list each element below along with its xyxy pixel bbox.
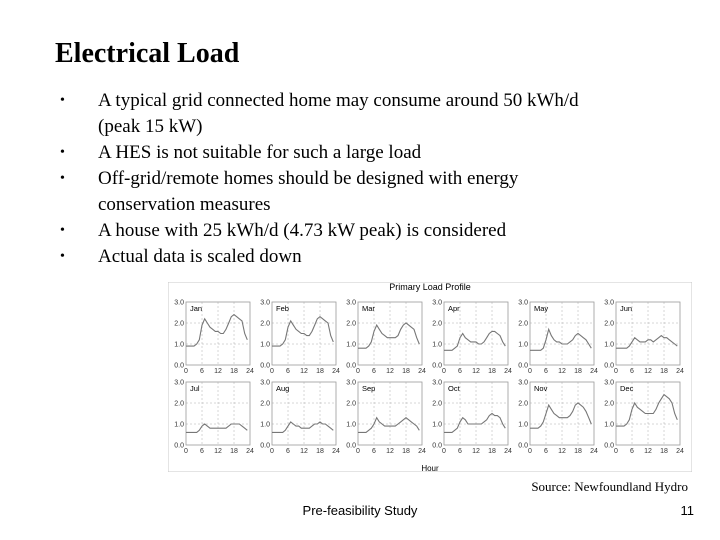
y-tick-label: 3.0 xyxy=(432,379,442,387)
x-tick-label: 0 xyxy=(442,448,446,455)
x-tick-label: 0 xyxy=(614,448,618,455)
y-tick-label: 2.0 xyxy=(604,320,614,328)
x-tick-label: 6 xyxy=(200,448,204,455)
bullet-text: A HES is not suitable for such a large load xyxy=(98,142,422,163)
y-tick-label: 1.0 xyxy=(432,421,442,429)
y-tick-label: 2.0 xyxy=(432,320,442,328)
bullet-item xyxy=(60,218,600,244)
x-tick-label: 18 xyxy=(230,368,238,375)
y-tick-label: 2.0 xyxy=(174,320,184,328)
y-tick-label: 3.0 xyxy=(346,379,356,387)
x-tick-label: 6 xyxy=(458,448,462,455)
x-tick-label: 0 xyxy=(614,368,618,375)
bullet-text: Off-grid/remote homes should be designed with energy conservation measures xyxy=(98,168,519,215)
y-tick-label: 0.0 xyxy=(260,362,270,370)
panel-label: Oct xyxy=(448,384,460,393)
x-tick-label: 12 xyxy=(214,448,222,455)
panel-label: Aug xyxy=(276,384,290,393)
x-tick-label: 18 xyxy=(316,448,324,455)
x-tick-label: 18 xyxy=(660,368,668,375)
panel-label: Nov xyxy=(534,384,548,393)
y-tick-label: 3.0 xyxy=(604,299,614,307)
bullet-list xyxy=(60,88,600,270)
y-tick-label: 0.0 xyxy=(174,442,184,450)
y-tick-label: 3.0 xyxy=(174,379,184,387)
x-tick-label: 18 xyxy=(488,448,496,455)
y-tick-label: 0.0 xyxy=(518,442,528,450)
x-tick-label: 6 xyxy=(544,448,548,455)
x-tick-label: 24 xyxy=(590,448,598,455)
y-tick-label: 2.0 xyxy=(604,400,614,408)
x-tick-label: 18 xyxy=(402,368,410,375)
y-tick-label: 2.0 xyxy=(346,320,356,328)
x-tick-label: 0 xyxy=(356,368,360,375)
x-tick-label: 0 xyxy=(184,448,188,455)
y-tick-label: 3.0 xyxy=(518,299,528,307)
y-tick-label: 3.0 xyxy=(260,379,270,387)
x-tick-label: 24 xyxy=(676,368,684,375)
x-tick-label: 18 xyxy=(660,448,668,455)
y-tick-label: 1.0 xyxy=(346,341,356,349)
bullet-item xyxy=(60,244,600,270)
y-tick-label: 1.0 xyxy=(174,341,184,349)
x-tick-label: 12 xyxy=(386,368,394,375)
x-tick-label: 6 xyxy=(286,448,290,455)
y-tick-label: 0.0 xyxy=(604,362,614,370)
panel-label: Jun xyxy=(620,304,633,313)
y-tick-label: 0.0 xyxy=(346,362,356,370)
bullet-item xyxy=(60,140,600,166)
x-tick-label: 0 xyxy=(442,368,446,375)
y-tick-label: 3.0 xyxy=(432,299,442,307)
x-tick-label: 12 xyxy=(300,368,308,375)
chart-title: Primary Load Profile xyxy=(389,282,471,292)
y-tick-label: 3.0 xyxy=(346,299,356,307)
y-tick-label: 0.0 xyxy=(260,442,270,450)
x-tick-label: 12 xyxy=(386,448,394,455)
x-tick-label: 6 xyxy=(630,448,634,455)
footer-text: Pre-feasibility Study xyxy=(302,503,418,518)
y-tick-label: 0.0 xyxy=(432,442,442,450)
y-tick-label: 0.0 xyxy=(174,362,184,370)
page-number: 11 xyxy=(680,503,694,518)
x-tick-label: 0 xyxy=(270,368,274,375)
panel-label: Jul xyxy=(190,384,200,393)
x-tick-label: 6 xyxy=(286,368,290,375)
panel-label: Jan xyxy=(190,304,203,313)
x-tick-label: 18 xyxy=(402,448,410,455)
x-tick-label: 12 xyxy=(558,448,566,455)
y-tick-label: 3.0 xyxy=(604,379,614,387)
y-tick-label: 0.0 xyxy=(518,362,528,370)
y-tick-label: 2.0 xyxy=(432,400,442,408)
panel-label: Apr xyxy=(448,304,460,313)
y-tick-label: 1.0 xyxy=(518,341,528,349)
x-tick-label: 0 xyxy=(184,368,188,375)
y-tick-label: 0.0 xyxy=(346,442,356,450)
x-tick-label: 12 xyxy=(472,448,480,455)
x-tick-label: 6 xyxy=(544,368,548,375)
bullet-item xyxy=(60,166,600,218)
y-tick-label: 1.0 xyxy=(604,421,614,429)
y-tick-label: 0.0 xyxy=(604,442,614,450)
x-tick-label: 24 xyxy=(590,368,598,375)
x-tick-label: 24 xyxy=(504,368,512,375)
y-tick-label: 1.0 xyxy=(260,421,270,429)
x-tick-label: 6 xyxy=(200,368,204,375)
x-axis-label: Hour xyxy=(421,464,439,472)
panel-label: Dec xyxy=(620,384,634,393)
load-profile-chart-svg xyxy=(168,282,692,472)
y-tick-label: 2.0 xyxy=(346,400,356,408)
y-tick-label: 0.0 xyxy=(432,362,442,370)
x-tick-label: 18 xyxy=(574,368,582,375)
x-tick-label: 0 xyxy=(528,448,532,455)
panel-label: May xyxy=(534,304,549,313)
bullet-text: Actual data is scaled down xyxy=(98,246,302,267)
y-tick-label: 3.0 xyxy=(518,379,528,387)
x-tick-label: 24 xyxy=(246,368,254,375)
y-tick-label: 1.0 xyxy=(432,341,442,349)
y-tick-label: 3.0 xyxy=(174,299,184,307)
x-tick-label: 12 xyxy=(558,368,566,375)
y-tick-label: 1.0 xyxy=(604,341,614,349)
y-tick-label: 2.0 xyxy=(260,320,270,328)
y-tick-label: 1.0 xyxy=(260,341,270,349)
slide-title: Electrical Load xyxy=(55,38,240,69)
x-tick-label: 24 xyxy=(504,448,512,455)
bullet-text: A typical grid connected home may consume around 50 kWh/d (peak 15 kW) xyxy=(98,90,579,137)
x-tick-label: 24 xyxy=(332,368,340,375)
x-tick-label: 12 xyxy=(214,368,222,375)
bullet-icon: • xyxy=(60,93,65,108)
x-tick-label: 24 xyxy=(418,448,426,455)
y-tick-label: 3.0 xyxy=(260,299,270,307)
bullet-text: A house with 25 kWh/d (4.73 kW peak) is considered xyxy=(98,220,507,241)
x-tick-label: 18 xyxy=(230,448,238,455)
y-tick-label: 1.0 xyxy=(346,421,356,429)
x-tick-label: 24 xyxy=(676,448,684,455)
y-tick-label: 2.0 xyxy=(518,320,528,328)
x-tick-label: 12 xyxy=(472,368,480,375)
x-tick-label: 24 xyxy=(418,368,426,375)
x-tick-label: 18 xyxy=(574,448,582,455)
y-tick-label: 2.0 xyxy=(174,400,184,408)
y-tick-label: 1.0 xyxy=(174,421,184,429)
x-tick-label: 6 xyxy=(372,448,376,455)
x-tick-label: 24 xyxy=(332,448,340,455)
load-profile-chart xyxy=(168,282,692,472)
bullet-item xyxy=(60,88,600,140)
x-tick-label: 24 xyxy=(246,448,254,455)
panel-label: Sep xyxy=(362,384,376,393)
panel-label: Mar xyxy=(362,304,375,313)
x-tick-label: 6 xyxy=(630,368,634,375)
x-tick-label: 18 xyxy=(488,368,496,375)
x-tick-label: 18 xyxy=(316,368,324,375)
x-tick-label: 0 xyxy=(528,368,532,375)
source-note: Source: Newfoundland Hydro xyxy=(531,479,688,494)
y-tick-label: 1.0 xyxy=(518,421,528,429)
bullet-icon: • xyxy=(60,145,65,160)
bullet-icon: • xyxy=(60,171,65,186)
bullet-icon: • xyxy=(60,249,65,264)
x-tick-label: 6 xyxy=(372,368,376,375)
y-tick-label: 2.0 xyxy=(518,400,528,408)
panel-label: Feb xyxy=(276,304,289,313)
y-tick-label: 2.0 xyxy=(260,400,270,408)
x-tick-label: 0 xyxy=(356,448,360,455)
bullet-icon: • xyxy=(60,223,65,238)
x-tick-label: 6 xyxy=(458,368,462,375)
x-tick-label: 0 xyxy=(270,448,274,455)
x-tick-label: 12 xyxy=(300,448,308,455)
x-tick-label: 12 xyxy=(644,368,652,375)
x-tick-label: 12 xyxy=(644,448,652,455)
